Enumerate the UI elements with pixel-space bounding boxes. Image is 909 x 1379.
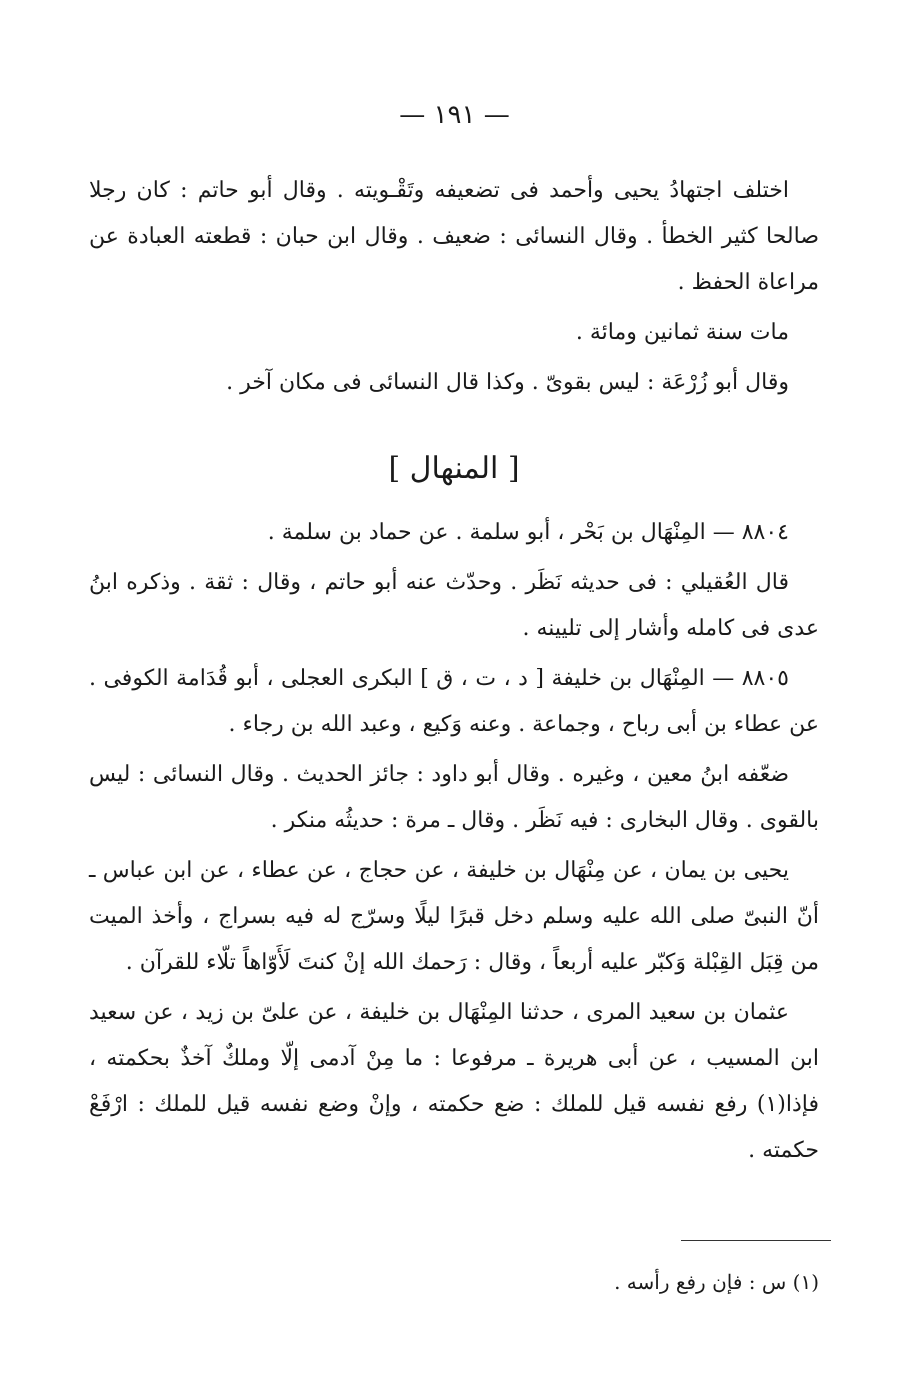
main-text bbox=[89, 168, 819, 1178]
paragraph: عثمان بن سعيد المرى ، حدثنا المِنْهَال بن خليفة ، عن علىّ بن زيد ، عن سعيد ابن المسيب ، عن أبى هريرة ـ مرفوعا : ما مِنْ آدمى إلّا وملكٌ آخذٌ بحكمته ، فإذا(١) رفع نفسه قيل للملك : ضع حكمته ، وإنْ وضع نفسه قيل للملك : ارْفَعْ حكمته . bbox=[89, 1000, 819, 1163]
page-number: — ١٩١ — bbox=[399, 100, 510, 130]
entry-8804-title: ٨٨٠٤ — المِنْهَال بن بَحْر ، أبو سلمة . عن حماد بن سلمة . bbox=[267, 520, 789, 545]
paragraph: قال العُقيلي : فى حديثه نَظَر . وحدّث عنه أبو حاتم ، وقال : ثقة . وذكره ابنُ عدى فى كامله وأشار إلى تليينه . bbox=[89, 570, 819, 641]
paragraph: يحيى بن يمان ، عن مِنْهَال بن خليفة ، عن حجاج ، عن عطاء ، عن ابن عباس ـ أنّ النبىّ صلى الله عليه وسلم دخل قبرًا ليلًا وسرّج له فيه بسراج ، وأخذ الميت من قِبَل القِبْلة وَكبّر عليه أربعاً ، وقال : رَحمك الله إنْ كنتَ لَأَوّاهاً تلّاء للقرآن . bbox=[89, 858, 819, 975]
section-heading: [ المنهال ] bbox=[388, 451, 520, 486]
paragraph: ضعّفه ابنُ معين ، وغيره . وقال أبو داود : جائز الحديث . وقال النسائى : ليس بالقوى . وقال البخارى : فيه نَظَر . وقال ـ مرة : حديثُه منكر . bbox=[89, 762, 819, 833]
paragraph: مات سنة ثمانين ومائة . bbox=[575, 320, 789, 345]
footnote-divider bbox=[681, 1240, 831, 1241]
entry-8805-title: ٨٨٠٥ — المِنْهَال بن خليفة [ د ، ت ، ق ] البكرى العجلى ، أبو قُدَامة الكوفى . عن عطاء بن أبى رباح ، وجماعة . وعنه وَكيع ، وعبد الله بن رجاء . bbox=[89, 666, 819, 737]
paragraph: وقال أبو زُرْعَة : ليس بقوىّ . وكذا قال النسائى فى مكان آخر . bbox=[226, 370, 789, 395]
footnote: (١) س : فإن رفع رأسه . bbox=[614, 1270, 819, 1294]
paragraph: اختلف اجتهادُ يحيى وأحمد فى تضعيفه وتَقْـويته . وقال أبو حاتم : كان رجلا صالحا كثير الخطأ . وقال النسائى : ضعيف . وقال ابن حبان : قطعته العبادة عن مراعاة الحفظ . bbox=[89, 178, 819, 295]
